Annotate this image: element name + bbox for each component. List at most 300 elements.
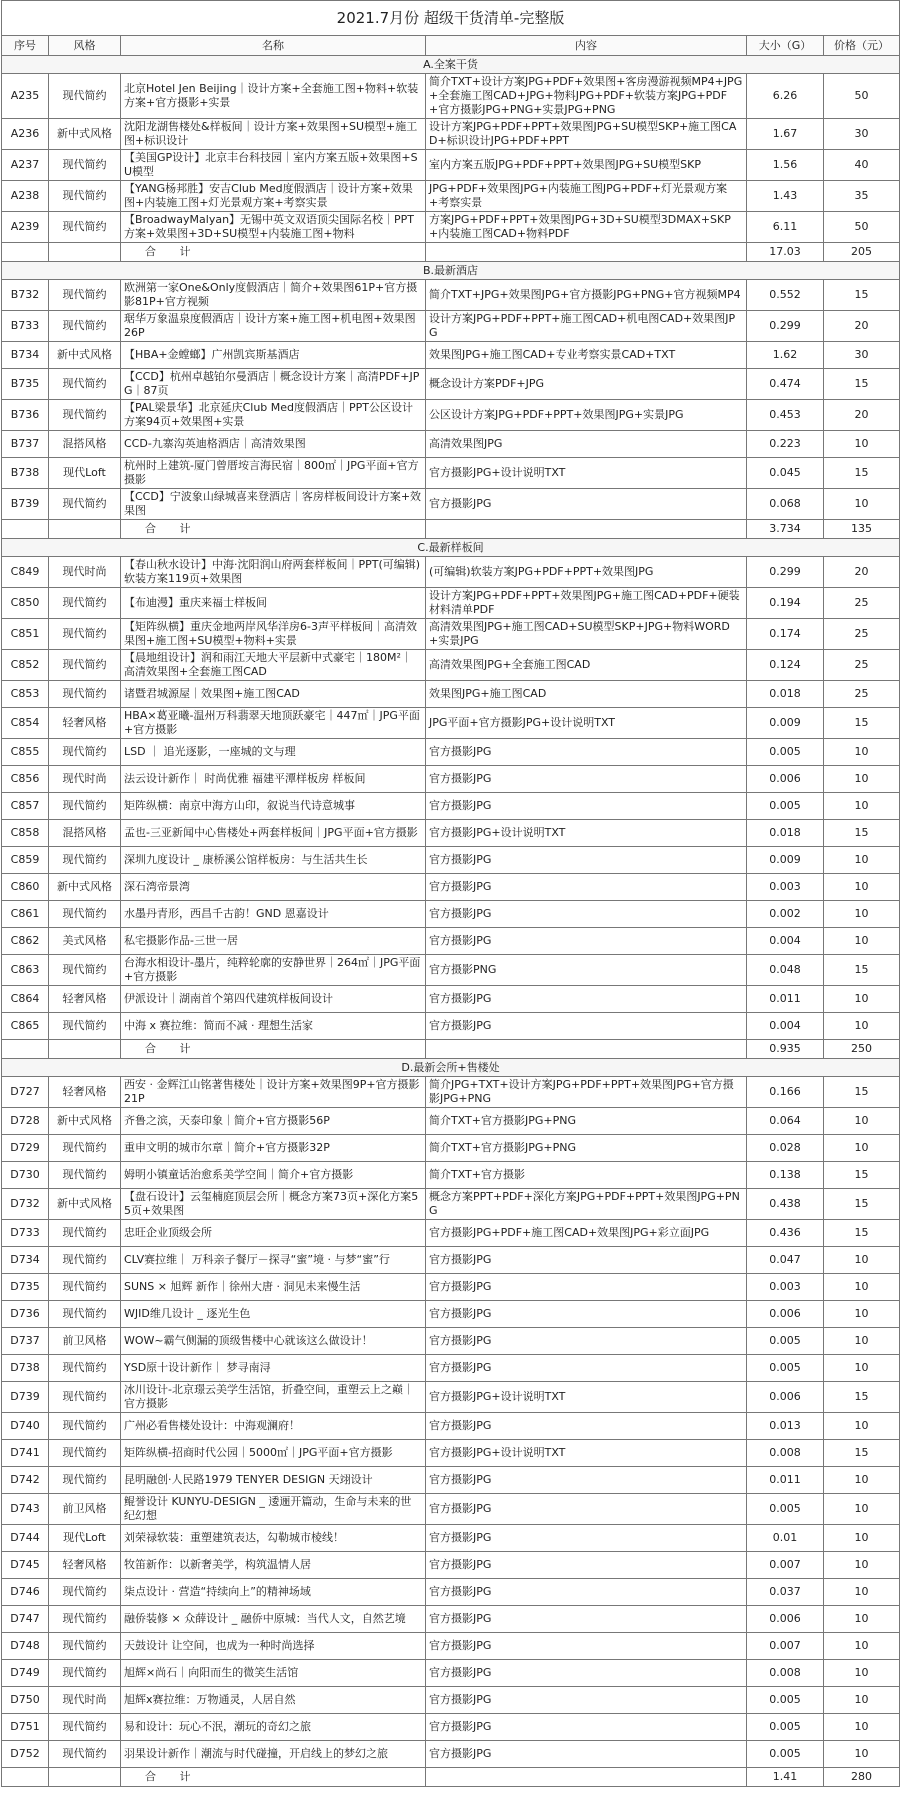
total-size: 17.03 <box>747 243 824 262</box>
item-price: 10 <box>824 1633 900 1660</box>
item-size: 0.045 <box>747 458 824 489</box>
item-content: 官方摄影JPG+PDF+施工图CAD+效果图JPG+彩立面JPG <box>426 1220 747 1247</box>
item-style: 现代简约 <box>49 280 121 311</box>
item-content: 官方摄影JPG+设计说明TXT <box>426 458 747 489</box>
item-name: 矩阵纵横-招商时代公园｜5000㎡｜JPG平面+官方摄影 <box>121 1440 426 1467</box>
item-style: 前卫风格 <box>49 1494 121 1525</box>
item-name: SUNS × 旭辉 新作｜徐州大唐 · 洞见未来慢生活 <box>121 1274 426 1301</box>
table-row <box>2 1220 900 1247</box>
table-row <box>2 431 900 458</box>
item-content: 官方摄影JPG <box>426 1274 747 1301</box>
table-row <box>2 739 900 766</box>
table-row <box>2 928 900 955</box>
item-style: 新中式风格 <box>49 342 121 369</box>
item-name: LSD ｜ 追光逐影，一座城的文与理 <box>121 739 426 766</box>
item-size: 0.002 <box>747 901 824 928</box>
item-style: 现代简约 <box>49 1355 121 1382</box>
item-name: 旭辉x赛拉维：万物通灵，人居自然 <box>121 1687 426 1714</box>
item-name: 欧洲第一家One&Only度假酒店｜简介+效果图61P+官方摄影81P+官方视频 <box>121 280 426 311</box>
item-id: D728 <box>2 1108 49 1135</box>
table-row <box>2 489 900 520</box>
item-name: 私宅摄影作品-三世一居 <box>121 928 426 955</box>
table-row <box>2 1741 900 1768</box>
item-content: 官方摄影JPG <box>426 847 747 874</box>
item-size: 0.124 <box>747 650 824 681</box>
item-id: D746 <box>2 1579 49 1606</box>
table-row <box>2 1552 900 1579</box>
total-blank <box>49 243 121 262</box>
item-name: 天鼓设计 让空间，也成为一种时尚选择 <box>121 1633 426 1660</box>
item-size: 0.011 <box>747 986 824 1013</box>
item-price: 15 <box>824 955 900 986</box>
item-price: 10 <box>824 901 900 928</box>
item-content: 简介TXT+官方摄影JPG+PNG <box>426 1108 747 1135</box>
item-size: 0.028 <box>747 1135 824 1162</box>
item-id: C850 <box>2 588 49 619</box>
item-size: 0.064 <box>747 1108 824 1135</box>
item-name: 重申文明的城市尔章｜简介+官方摄影32P <box>121 1135 426 1162</box>
item-name: 中海 x 赛拉维：简而不减 · 理想生活家 <box>121 1013 426 1040</box>
item-style: 现代简约 <box>49 311 121 342</box>
item-content: 官方摄影JPG <box>426 739 747 766</box>
table-row <box>2 181 900 212</box>
item-name: 忠旺企业顶级会所 <box>121 1220 426 1247</box>
item-style: 现代简约 <box>49 181 121 212</box>
table-row <box>2 619 900 650</box>
item-id: D733 <box>2 1220 49 1247</box>
item-content: 设计方案JPG+PDF+PPT+效果图JPG+施工图CAD+PDF+硬装材料清单PDF <box>426 588 747 619</box>
item-name: WOW~霸气侧漏的顶级售楼中心就该这么做设计！ <box>121 1328 426 1355</box>
total-blank <box>426 1768 747 1787</box>
table-row <box>2 74 900 119</box>
item-price: 15 <box>824 369 900 400</box>
item-id: B738 <box>2 458 49 489</box>
item-price: 10 <box>824 1328 900 1355</box>
item-size: 0.003 <box>747 1274 824 1301</box>
item-style: 现代简约 <box>49 955 121 986</box>
item-name: 【晨地组设计】润和雨江天地大平层新中式豪宅｜180M²｜高清效果图+全套施工图CAD <box>121 650 426 681</box>
item-style: 现代简约 <box>49 150 121 181</box>
item-id: D752 <box>2 1741 49 1768</box>
item-price: 25 <box>824 650 900 681</box>
item-name: 易和设计：玩心不泯，潮玩的奇幻之旅 <box>121 1714 426 1741</box>
item-size: 0.009 <box>747 847 824 874</box>
col-header-style: 风格 <box>49 36 121 56</box>
item-style: 新中式风格 <box>49 874 121 901</box>
item-style: 现代简约 <box>49 74 121 119</box>
item-content: 官方摄影JPG <box>426 986 747 1013</box>
item-name: 孟也-三亚新闻中心售楼处+两套样板间｜JPG平面+官方摄影 <box>121 820 426 847</box>
item-style: 现代简约 <box>49 901 121 928</box>
table-row <box>2 1247 900 1274</box>
item-style: 现代Loft <box>49 1525 121 1552</box>
table-row <box>2 1714 900 1741</box>
item-content: 官方摄影JPG+设计说明TXT <box>426 1440 747 1467</box>
table-row <box>2 1162 900 1189</box>
item-content: 官方摄影JPG <box>426 1579 747 1606</box>
item-size: 0.438 <box>747 1189 824 1220</box>
item-size: 0.223 <box>747 431 824 458</box>
item-name: 琚华万象温泉度假酒店｜设计方案+施工图+机电图+效果图26P <box>121 311 426 342</box>
item-style: 现代简约 <box>49 1382 121 1413</box>
item-price: 10 <box>824 1687 900 1714</box>
item-content: 概念方案PPT+PDF+深化方案JPG+PDF+PPT+效果图JPG+PNG <box>426 1189 747 1220</box>
item-id: A235 <box>2 74 49 119</box>
total-blank <box>426 520 747 539</box>
total-blank <box>426 1040 747 1059</box>
table-row <box>2 369 900 400</box>
item-price: 10 <box>824 1714 900 1741</box>
item-size: 0.299 <box>747 557 824 588</box>
item-content: 效果图JPG+施工图CAD <box>426 681 747 708</box>
item-content: 官方摄影JPG <box>426 874 747 901</box>
item-size: 0.048 <box>747 955 824 986</box>
total-row <box>2 520 900 539</box>
total-label: 合 计 <box>121 1768 426 1787</box>
item-style: 轻奢风格 <box>49 1077 121 1108</box>
item-style: 现代时尚 <box>49 557 121 588</box>
item-size: 6.11 <box>747 212 824 243</box>
total-size: 1.41 <box>747 1768 824 1787</box>
item-content: 效果图JPG+施工图CAD+专业考察实景CAD+TXT <box>426 342 747 369</box>
item-size: 0.166 <box>747 1077 824 1108</box>
item-id: C865 <box>2 1013 49 1040</box>
item-name: 北京Hotel Jen Beijing｜设计方案+全套施工图+物料+软装方案+官方摄影+实景 <box>121 74 426 119</box>
table-row <box>2 311 900 342</box>
table-row <box>2 1355 900 1382</box>
item-style: 轻奢风格 <box>49 1552 121 1579</box>
col-header-price: 价格（元） <box>824 36 900 56</box>
item-size: 0.047 <box>747 1247 824 1274</box>
item-size: 0.009 <box>747 708 824 739</box>
item-id: C863 <box>2 955 49 986</box>
item-content: 官方摄影PNG <box>426 955 747 986</box>
item-name: 杭州时上建筑-厦门曾厝垵言海民宿｜800㎡｜JPG平面+官方摄影 <box>121 458 426 489</box>
table-row <box>2 342 900 369</box>
col-header-content: 内容 <box>426 36 747 56</box>
item-style: 轻奢风格 <box>49 986 121 1013</box>
item-style: 现代简约 <box>49 1579 121 1606</box>
item-size: 0.007 <box>747 1552 824 1579</box>
item-style: 混搭风格 <box>49 431 121 458</box>
item-price: 10 <box>824 1355 900 1382</box>
item-size: 0.006 <box>747 766 824 793</box>
table-row <box>2 212 900 243</box>
item-style: 现代简约 <box>49 793 121 820</box>
table-row <box>2 708 900 739</box>
item-name: 牧笛新作：以新奢美学，构筑温情人居 <box>121 1552 426 1579</box>
item-size: 0.01 <box>747 1525 824 1552</box>
item-id: C852 <box>2 650 49 681</box>
item-price: 10 <box>824 1413 900 1440</box>
section-row <box>2 1059 900 1077</box>
item-id: D748 <box>2 1633 49 1660</box>
item-size: 0.006 <box>747 1606 824 1633</box>
table-row <box>2 1301 900 1328</box>
table-row <box>2 1413 900 1440</box>
item-size: 1.56 <box>747 150 824 181</box>
item-style: 现代简约 <box>49 1274 121 1301</box>
total-price: 250 <box>824 1040 900 1059</box>
item-size: 0.037 <box>747 1579 824 1606</box>
table-row <box>2 1467 900 1494</box>
item-size: 0.008 <box>747 1440 824 1467</box>
item-price: 10 <box>824 1247 900 1274</box>
item-style: 现代简约 <box>49 1440 121 1467</box>
item-id: D739 <box>2 1382 49 1413</box>
item-price: 25 <box>824 588 900 619</box>
total-label: 合 计 <box>121 243 426 262</box>
item-price: 15 <box>824 1382 900 1413</box>
col-header-size: 大小（G） <box>747 36 824 56</box>
item-name: 【HBA+金螳螂】广州凯宾斯基酒店 <box>121 342 426 369</box>
item-content: 官方摄影JPG <box>426 1494 747 1525</box>
total-blank <box>2 520 49 539</box>
item-id: D730 <box>2 1162 49 1189</box>
item-price: 30 <box>824 342 900 369</box>
item-content: 官方摄影JPG <box>426 1633 747 1660</box>
title-row <box>2 1 900 36</box>
item-price: 10 <box>824 928 900 955</box>
item-id: B733 <box>2 311 49 342</box>
item-style: 现代Loft <box>49 458 121 489</box>
item-content: 官方摄影JPG <box>426 901 747 928</box>
item-size: 0.004 <box>747 928 824 955</box>
item-content: 设计方案JPG+PDF+PPT+施工图CAD+机电图CAD+效果图JPG <box>426 311 747 342</box>
item-price: 10 <box>824 431 900 458</box>
section-row <box>2 56 900 74</box>
item-content: 官方摄影JPG <box>426 793 747 820</box>
item-size: 0.194 <box>747 588 824 619</box>
item-price: 10 <box>824 1013 900 1040</box>
item-size: 6.26 <box>747 74 824 119</box>
item-id: D735 <box>2 1274 49 1301</box>
table-row <box>2 119 900 150</box>
item-price: 10 <box>824 1274 900 1301</box>
item-size: 0.174 <box>747 619 824 650</box>
item-id: D732 <box>2 1189 49 1220</box>
price-list-table <box>1 0 900 1787</box>
item-id: C853 <box>2 681 49 708</box>
item-content: 概念设计方案PDF+JPG <box>426 369 747 400</box>
item-style: 现代简约 <box>49 400 121 431</box>
item-style: 前卫风格 <box>49 1328 121 1355</box>
item-content: 官方摄影JPG <box>426 1525 747 1552</box>
item-content: 公区设计方案JPG+PDF+PPT+效果图JPG+实景JPG <box>426 400 747 431</box>
item-content: 简介TXT+JPG+效果图JPG+官方摄影JPG+PNG+官方视频MP4 <box>426 280 747 311</box>
item-name: 羽果设计新作｜潮流与时代碰撞，开启线上的梦幻之旅 <box>121 1741 426 1768</box>
item-price: 10 <box>824 1108 900 1135</box>
item-size: 0.008 <box>747 1660 824 1687</box>
item-name: 矩阵纵横：南京中海方山印，叙说当代诗意城事 <box>121 793 426 820</box>
item-id: D741 <box>2 1440 49 1467</box>
table-row <box>2 588 900 619</box>
col-header-id: 序号 <box>2 36 49 56</box>
item-style: 现代简约 <box>49 1633 121 1660</box>
table-row <box>2 1382 900 1413</box>
item-name: 【布迪漫】重庆来福士样板间 <box>121 588 426 619</box>
item-id: D738 <box>2 1355 49 1382</box>
item-size: 1.43 <box>747 181 824 212</box>
item-size: 0.299 <box>747 311 824 342</box>
item-id: C856 <box>2 766 49 793</box>
header-row <box>2 36 900 56</box>
item-id: A236 <box>2 119 49 150</box>
item-name: 【矩阵纵横】重庆金地两岸风华洋房6-3声平样板间｜高清效果图+施工图+SU模型+物料+实景 <box>121 619 426 650</box>
item-size: 0.552 <box>747 280 824 311</box>
item-price: 10 <box>824 766 900 793</box>
item-content: 官方摄影JPG <box>426 1355 747 1382</box>
item-name: 旭辉×尚石｜向阳而生的微笑生活馆 <box>121 1660 426 1687</box>
item-name: 冰川设计-北京璟云美学生活馆，折叠空间，重塑云上之巅｜官方摄影 <box>121 1382 426 1413</box>
item-style: 现代简约 <box>49 489 121 520</box>
item-name: 伊派设计｜湖南首个第四代建筑样板间设计 <box>121 986 426 1013</box>
table-row <box>2 1135 900 1162</box>
item-style: 现代简约 <box>49 1606 121 1633</box>
table-row <box>2 1525 900 1552</box>
item-style: 现代时尚 <box>49 766 121 793</box>
item-content: 简介TXT+设计方案JPG+PDF+效果图+客房漫游视频MP4+JPG+全套施工图CAD+JPG+物料JPG+PDF+软装方案JPG+PDF+官方摄影JPG+PNG+实景JPG+PNG <box>426 74 747 119</box>
item-style: 现代简约 <box>49 1714 121 1741</box>
table-row <box>2 955 900 986</box>
item-name: 【YANG杨邦胜】安吉Club Med度假酒店｜设计方案+效果图+内装施工图+灯光景观方案+考察实景 <box>121 181 426 212</box>
item-style: 现代简约 <box>49 1467 121 1494</box>
item-name: 刘荣禄软装：重塑建筑表达，勾勒城市棱线！ <box>121 1525 426 1552</box>
table-row <box>2 400 900 431</box>
item-id: D744 <box>2 1525 49 1552</box>
item-style: 现代简约 <box>49 1660 121 1687</box>
item-price: 10 <box>824 1552 900 1579</box>
item-price: 15 <box>824 1440 900 1467</box>
item-price: 20 <box>824 311 900 342</box>
item-name: 【CCD】宁波象山绿城喜来登酒店｜客房样板间设计方案+效果图 <box>121 489 426 520</box>
item-content: 高清效果图JPG+施工图CAD+SU模型SKP+JPG+物料WORD+实景JPG <box>426 619 747 650</box>
item-id: A237 <box>2 150 49 181</box>
item-size: 0.005 <box>747 1328 824 1355</box>
item-content: 官方摄影JPG <box>426 1467 747 1494</box>
item-content: JPG平面+官方摄影JPG+设计说明TXT <box>426 708 747 739</box>
item-size: 1.67 <box>747 119 824 150</box>
item-name: 台海水相设计-墨片，纯粹轮廓的安静世界｜264㎡｜JPG平面+官方摄影 <box>121 955 426 986</box>
table-row <box>2 847 900 874</box>
item-content: 官方摄影JPG <box>426 1714 747 1741</box>
section-title: D.最新会所+售楼处 <box>2 1059 900 1077</box>
item-style: 新中式风格 <box>49 1108 121 1135</box>
item-price: 20 <box>824 400 900 431</box>
item-id: C862 <box>2 928 49 955</box>
item-size: 0.068 <box>747 489 824 520</box>
total-row <box>2 243 900 262</box>
item-id: C851 <box>2 619 49 650</box>
item-size: 0.007 <box>747 1633 824 1660</box>
item-size: 0.138 <box>747 1162 824 1189</box>
item-content: 官方摄影JPG <box>426 1247 747 1274</box>
item-style: 现代简约 <box>49 1301 121 1328</box>
item-size: 0.005 <box>747 793 824 820</box>
item-size: 0.005 <box>747 1714 824 1741</box>
table-row <box>2 681 900 708</box>
item-price: 15 <box>824 1220 900 1247</box>
item-name: YSD原十设计新作｜ 梦寻南浔 <box>121 1355 426 1382</box>
table-row <box>2 1660 900 1687</box>
item-price: 35 <box>824 181 900 212</box>
item-size: 0.474 <box>747 369 824 400</box>
total-blank <box>2 1768 49 1787</box>
item-id: A238 <box>2 181 49 212</box>
item-style: 现代简约 <box>49 1741 121 1768</box>
item-size: 0.005 <box>747 739 824 766</box>
item-size: 0.003 <box>747 874 824 901</box>
item-style: 新中式风格 <box>49 119 121 150</box>
item-content: 官方摄影JPG+设计说明TXT <box>426 820 747 847</box>
item-name: WJID维几设计 _ 逐光生色 <box>121 1301 426 1328</box>
table-row <box>2 1108 900 1135</box>
item-id: B736 <box>2 400 49 431</box>
item-content: 官方摄影JPG <box>426 1328 747 1355</box>
item-content: 室内方案五版JPG+PDF+PPT+效果图JPG+SU模型SKP <box>426 150 747 181</box>
item-id: D742 <box>2 1467 49 1494</box>
item-content: 官方摄影JPG <box>426 1301 747 1328</box>
item-price: 15 <box>824 1189 900 1220</box>
item-content: 高清效果图JPG+全套施工图CAD <box>426 650 747 681</box>
total-label: 合 计 <box>121 1040 426 1059</box>
item-content: 官方摄影JPG <box>426 1741 747 1768</box>
table-row <box>2 458 900 489</box>
item-size: 1.62 <box>747 342 824 369</box>
item-id: D745 <box>2 1552 49 1579</box>
item-id: C864 <box>2 986 49 1013</box>
total-price: 280 <box>824 1768 900 1787</box>
item-size: 0.018 <box>747 681 824 708</box>
table-row <box>2 557 900 588</box>
item-id: B735 <box>2 369 49 400</box>
item-name: CLV赛拉维｜ 万科亲子餐厅－探寻“蜜”境 · 与梦“蜜”行 <box>121 1247 426 1274</box>
item-size: 0.453 <box>747 400 824 431</box>
item-price: 10 <box>824 793 900 820</box>
item-price: 10 <box>824 1579 900 1606</box>
item-content: 官方摄影JPG <box>426 489 747 520</box>
item-name: 诸暨君城源屋｜效果图+施工图CAD <box>121 681 426 708</box>
item-id: D737 <box>2 1328 49 1355</box>
item-style: 现代简约 <box>49 681 121 708</box>
item-id: C849 <box>2 557 49 588</box>
item-size: 0.018 <box>747 820 824 847</box>
item-style: 现代简约 <box>49 1135 121 1162</box>
item-price: 25 <box>824 619 900 650</box>
item-size: 0.011 <box>747 1467 824 1494</box>
item-name: 【盘石设计】云玺楠庭顶层会所｜概念方案73页+深化方案55页+效果图 <box>121 1189 426 1220</box>
item-name: 广州必看售楼处设计：中海观澜府！ <box>121 1413 426 1440</box>
item-style: 现代简约 <box>49 1220 121 1247</box>
item-name: 【BroadwayMalyan】无锡中英文双语顶尖国际名校｜PPT方案+效果图+3D+SU模型+内装施工图+物料 <box>121 212 426 243</box>
item-content: 官方摄影JPG <box>426 1413 747 1440</box>
total-label: 合 计 <box>121 520 426 539</box>
item-price: 10 <box>824 1301 900 1328</box>
item-id: D749 <box>2 1660 49 1687</box>
item-name: 深圳九度设计 _ 康桥溪公馆样板房：与生活共生长 <box>121 847 426 874</box>
item-price: 10 <box>824 986 900 1013</box>
item-style: 现代简约 <box>49 650 121 681</box>
total-blank <box>426 243 747 262</box>
item-name: 水墨丹青形，西昌千古韵！GND 恩嘉设计 <box>121 901 426 928</box>
item-id: B739 <box>2 489 49 520</box>
item-name: 鲲誉设计 KUNYU-DESIGN _ 逶逦开篇动，生命与未来的世纪幻想 <box>121 1494 426 1525</box>
section-title: A.全案干货 <box>2 56 900 74</box>
item-id: C860 <box>2 874 49 901</box>
item-price: 25 <box>824 681 900 708</box>
item-style: 新中式风格 <box>49 1189 121 1220</box>
table-row <box>2 1606 900 1633</box>
